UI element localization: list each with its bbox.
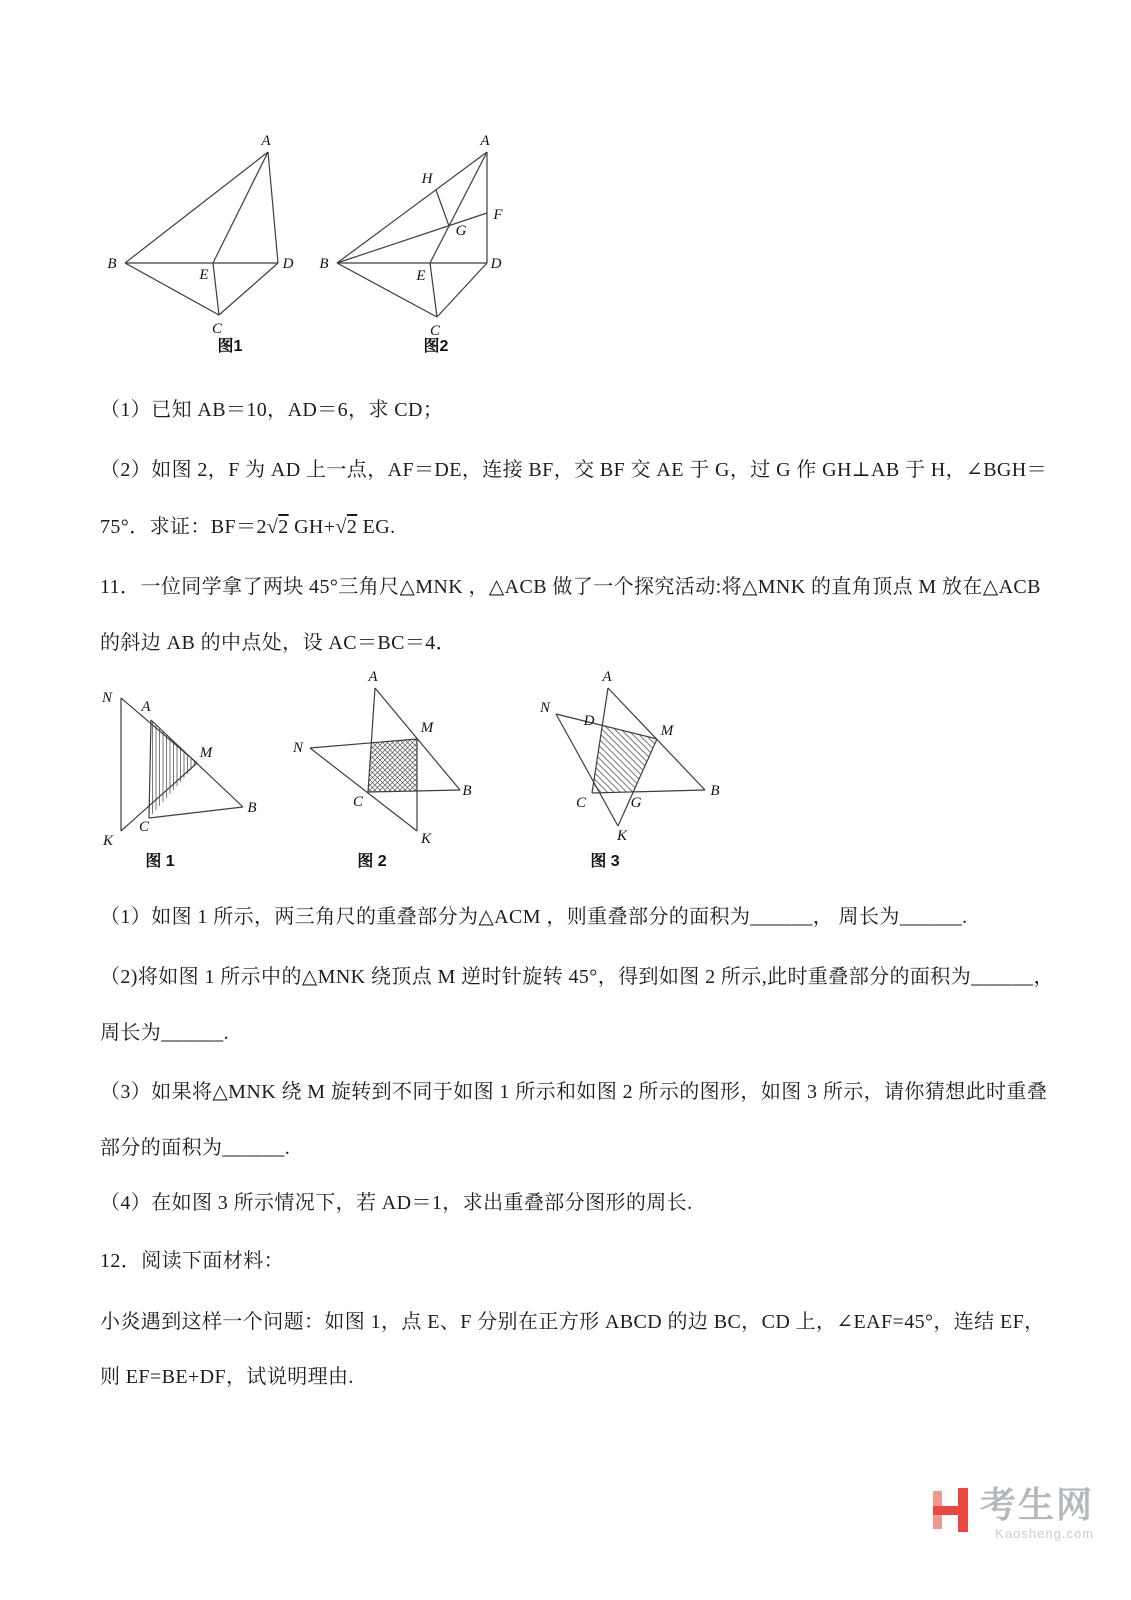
q10-part1-text: （1）已知 AB＝10，AD＝6，求 CD；: [100, 399, 444, 421]
proof-text-end: EG.: [357, 516, 396, 538]
q10-part2-text-line2: [100, 510, 396, 539]
q11-stem-line1: 11．一位同学拿了两块 45°三角尺△MNK ，△ACB 做了一个探究活动:将△MNK 的直角顶点 M 放在△ACB: [100, 576, 1041, 598]
fig2-point-B: B: [319, 256, 329, 272]
q10-part2-text-line1: （2）如图 2，F 为 AD 上一点，AF＝DE，连接 BF，交 BF 交 AE 于 G，过 G 作 GH⊥AB 于 H，∠BGH＝: [100, 459, 1048, 481]
q11-part3-text-line1: （3）如果将△MNK 绕 M 旋转到不同于如图 1 所示和如图 2 所示的图形，如图 3 所示，请你猜想此时重叠: [100, 1081, 1048, 1103]
fig2-caption: 图2: [423, 338, 449, 355]
figure2-labels: [319, 133, 503, 355]
fig1-point-B: B: [107, 256, 117, 272]
figure1-labels: [107, 133, 293, 355]
figure-mid-setsquare-triple: [95, 665, 735, 875]
fig-mid2-overlap-hatch: [368, 739, 417, 792]
q12-body-line2: 则 EF=BE+DF，试说明理由.: [100, 1366, 354, 1388]
q11-part1-text: （1）如图 1 所示，两三角尺的重叠部分为△ACM ，则重叠部分的面积为______， 周长为______.: [100, 906, 968, 928]
mid1-point-M: M: [199, 745, 213, 761]
mid2-point-N: N: [292, 740, 304, 756]
mid3-point-B: B: [710, 783, 720, 799]
q12-body-line1: 小炎遇到这样一个问题：如图 1，点 E、F 分别在正方形 ABCD 的边 BC，CD 上，∠EAF=45°，连结 EF，: [100, 1311, 1045, 1333]
fig2-point-G: G: [455, 223, 467, 239]
radical-sign: √: [266, 516, 279, 538]
q12-heading: 12．阅读下面材料：: [100, 1250, 284, 1272]
mid1-point-N: N: [101, 690, 113, 706]
kaosheng-logo-icon: [931, 1486, 971, 1534]
fig2-point-A: A: [480, 133, 490, 149]
mid3-point-A: A: [602, 669, 612, 685]
q11-part2-text-line1: （2)将如图 1 所示中的△MNK 绕顶点 M 逆时针旋转 45°，得到如图 2 所示,此时重叠部分的面积为______，: [100, 966, 1054, 988]
watermark-title: 考生网: [980, 1484, 1095, 1525]
mid2-point-A: A: [368, 669, 378, 685]
mid2-point-M: M: [420, 720, 434, 736]
fig2-point-E: E: [416, 268, 426, 284]
q11-part3-text-line2: 部分的面积为______.: [100, 1137, 291, 1159]
mid3-point-C: C: [575, 795, 587, 811]
mid1-point-B: B: [247, 800, 257, 816]
radicand-2: 2: [346, 516, 358, 538]
kaosheng-watermark: [931, 1486, 1094, 1541]
mid3-caption: 图 3: [590, 853, 620, 870]
radicand: 2: [278, 516, 289, 538]
fig2-point-H: H: [421, 171, 433, 187]
fig1-caption: 图1: [217, 338, 243, 355]
mid3-point-N: N: [539, 700, 551, 716]
watermark-text: [980, 1486, 1094, 1541]
fig1-point-A: A: [261, 133, 271, 149]
q11-stem-line2: 的斜边 AB 的中点处，设 AC＝BC＝4．: [100, 632, 457, 654]
mid2-point-B: B: [462, 783, 472, 799]
mid3-point-M: M: [660, 723, 674, 739]
fig1-point-D: D: [282, 256, 294, 272]
radical-sign-2: √: [335, 516, 347, 538]
mid2-caption: 图 2: [357, 853, 387, 870]
mid1-point-A: A: [141, 699, 151, 715]
mid2-point-C: C: [352, 794, 364, 810]
mid1-point-C: C: [138, 819, 150, 835]
mid3-point-D: D: [583, 713, 595, 729]
fig-mid3-overlap-hatch: [594, 725, 657, 792]
mid1-caption: 图 1: [145, 853, 175, 870]
mid3-point-G: G: [630, 795, 642, 811]
mid3-point-K: K: [616, 828, 628, 844]
fig2-point-F: F: [493, 207, 503, 223]
fig2-point-D: D: [490, 256, 502, 272]
fig2-point-C: C: [429, 323, 441, 339]
fig1-point-E: E: [199, 267, 209, 283]
q11-part2-text-line2: 周长为______.: [100, 1022, 229, 1044]
mid1-point-K: K: [102, 833, 114, 849]
q11-part4-text: （4）在如图 3 所示情况下，若 AD＝1，求出重叠部分图形的周长.: [100, 1192, 693, 1214]
fig1-point-C: C: [211, 321, 223, 337]
proof-text: 75°．求证：BF＝2: [100, 516, 267, 538]
proof-text-mid: GH+: [288, 516, 336, 538]
figure1-edges: [125, 152, 278, 315]
mid2-point-K: K: [420, 831, 432, 847]
watermark-subtitle: Kaosheng.com: [995, 1525, 1095, 1541]
figure-top-geometry-pair: [90, 125, 530, 370]
